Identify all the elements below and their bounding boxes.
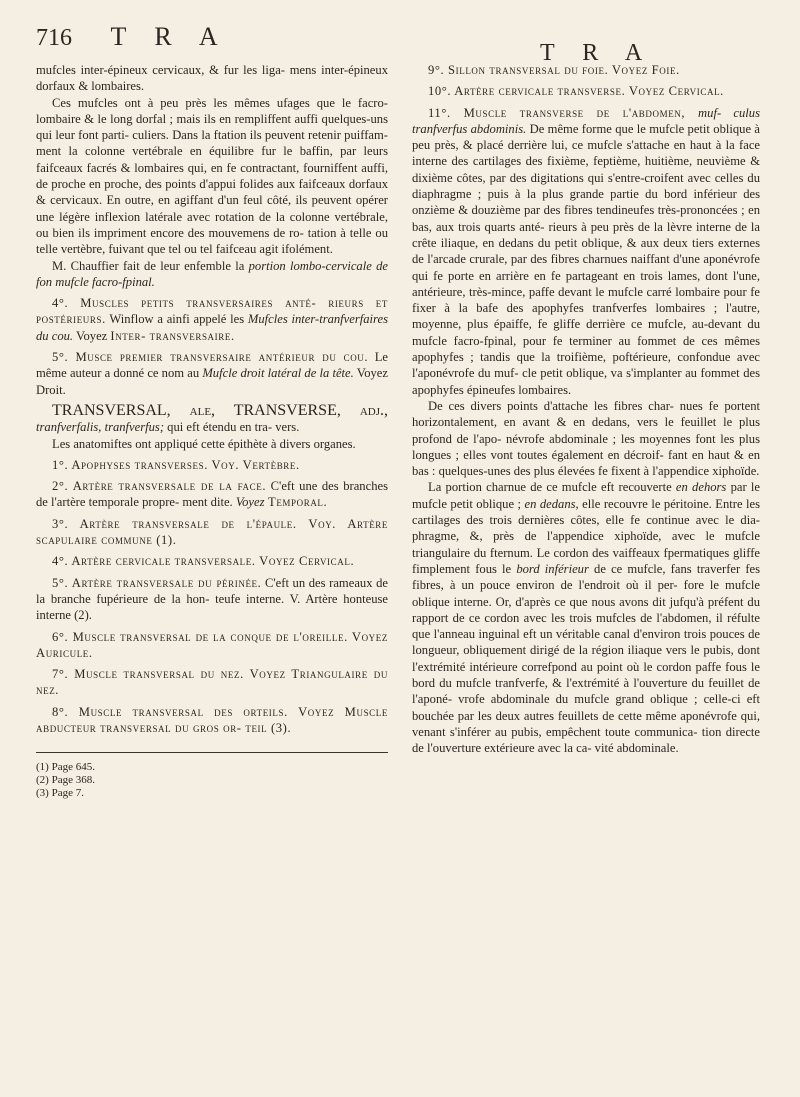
entry-apophyses: 1°. Apophyses transverses. Voy. Vertèbre. [52, 457, 300, 472]
footnote-rule [36, 752, 388, 753]
paragraph: Ces mufcles ont à peu près les mêmes ufages que le facro-lombaire & le long dorfal ; mais ils en rempliffent auffi quelques-uns qui leur font parti- culiers. Dans la ftation ils peuvent retenir puiffam- ment la colonne vertébrale en équilibre fur le baffin, par leurs faifceaux facrés & lombaires qui, en fe contractant, fourniffent auffi, de proche en proche, des points d'appui folides aux faifceaux dorfaux & cervicaux. En outre, en agiffant d'un feul côté, ils peuvent opérer une légère inflexion latérale avec rotation de la colonne vertébrale, ou bien ils impriment encore des mouvemens de ro- tation à telle ou telle vertèbre, fuivant que tel ou tel faifceau agit ifolément. [36, 95, 388, 257]
running-header-left [36, 22, 229, 52]
footnote: (3) Page 7. [36, 787, 84, 800]
entry-artere-epaule: 3°. Artère transversale de l'épaule. Voy. Artère scapulaire commune (1). [36, 516, 388, 548]
entry-muscle-conque: 6°. Muscle transversal de la conque de l'oreille. Voyez Auricule. [36, 629, 388, 660]
paragraph: Les anatomiftes ont appliqué cette épithète à divers organes. [52, 436, 356, 451]
entry-sillon-foie: 9°. Sillon transversal du foie. Voyez Foie. [428, 63, 680, 77]
entry-muscle-nez: 7°. Muscle transversal du nez. Voyez Triangulaire du nez. [36, 667, 388, 698]
running-title-left: T R A [110, 22, 229, 51]
entry-artere-perinee: 5°. Artère transversale du périnée. C'eft un des rameaux de la branche fupérieure de la hon- teufe interne. V. Artère honteuse interne (2). [36, 575, 388, 623]
entry-muscle-orteils: 8°. Muscle transversal des orteils. Voyez Muscle abducteur transversal du gros or- teil (3). [36, 704, 388, 735]
entry-artere-cervicale-transverse: 10°. Artère cervicale transverse. Voyez Cervical. [428, 84, 724, 99]
headword-transversal: TRANSVERSAL, ale, TRANSVERSE, adj., tranfverfalis, tranfverfus; qui eft étendu en tra- vers. [36, 401, 388, 435]
entry-artere-cervicale: 4°. Artère cervicale transversale. Voyez Cervical. [52, 554, 355, 569]
paragraph: mufcles inter-épineux cervicaux, & fur les liga- mens inter-épineux dorfaux & lombaires. [36, 63, 388, 94]
footnote: (2) Page 368. [36, 774, 95, 787]
entry-muscle-transverse-abdomen: 11°. Muscle transverse de l'abdomen, muf- culus tranfverfus abdominis. De même forme que le mufcle petit oblique à peu près, & placé derrière lui, ce mufcle s'attache en haut à la face interne des cartilages des fixième, feptième, huitième, neuvième & dixième côtes, par des digitations qui s'entre-croifent avec celles du diaphragme ; puis à la plus grande partie du bord inférieur des onzième & douzième par des fibres tendineufes très-prononcées ; en bas, aux trois quarts anté- rieurs à peu près de la lèvre interne de la crête iliaque, en dedans du petit oblique, & aux deux tiers externes de l'arcade crurale, par des fibres charnues naiffant d'une aponévrofe qui fe porte en arrière en fe partageant en trois lames, dont l'une, antérieure, très-mince, paffe devant le mufcle carré lombaire pour fe fixer à la bafe des apophyfes tranfverfes lombaires ; l'autre, moyenne, plus épaiffe, fe gliffe derrière ce mufcle, au-devant du mufcle facro-fpinal, pour fe terminer au fommet de ces mêmes apophyfes ; tandis que la troifième, poftérieure, confondue avec l'aponévrofe du muf- cle petit oblique, va s'implanter au fommet des apophyfes épineufes lombaires. [412, 105, 760, 397]
paragraph: M. Chauffier fait de leur enfemble la portion lombo-cervicale de fon mufcle facro-fpinal. [36, 258, 388, 289]
entry-muscle-premier-transversaire: 5°. Musce premier transversaire antérieur du cou. Le même auteur a donné ce nom au Mufcle droit latéral de la tête. Voyez Droit. [36, 350, 388, 397]
paragraph: De ces divers points d'attache les fibres char- nues fe portent horizontalement, en avant & en dedans, vers le feuillet le plus profond de l'apo- névrofe abdominale ; les moyennes font les plus longues ; elles vont toutes également en décroif- fant en haut & en bas : quelques-unes des plus élevées fe fixent à l'appendice xiphoïde. [412, 398, 760, 479]
page-number: 716 [36, 25, 72, 51]
left-column [36, 62, 388, 800]
entry-muscles-petits-transversaires: 4°. Muscles petits transversaires anté- rieurs et postérieurs. Winflow a ainfi appelé les Mufcles inter-tranfverfaires du cou. Voyez Inter- transversaire. [36, 296, 388, 343]
paragraph: La portion charnue de ce mufcle eft recouverte en dehors par le mufcle petit oblique ; en dedans, elle recouvre le péritoine. Entre les cartilages des trois dernières côtes, elle fe continue avec le dia- phragme, &, près de l'appendice xiphoïde, avec le mufcle triangulaire du fternum. Le cordon des vaiffeaux fpermatiques gliffe fimplement fous le bord inférieur de ce mufcle, fans traverfer fes fibres, à un pouce environ de l'endroit où il per- fore le mufcle oblique interne. Or, d'après ce que nous avons dit jufqu'à préfent du rapport de ce cordon avec les trois mufcles de l'abdomen, il réfulte que l'anneau inguinal eft un véritable canal d'environ trois pouces de longueur, obliquement dirigé de la région iliaque vers le pubis, dont l'extrémité intérieure correfpond au point où le cordon paffe fous le bord du mufcle tranfverfe, & l'extrémité à l'ouverture du feuillet de l'aponé- vrofe abdominale du mufcle grand oblique ; celle-ci eft bouchée par les deux autres feuillets de cette même aponévrofe qui, venant s'inférer au pubis, empêchent toute communica- tion directe de l'ouverture extérieure avec la ca- vité abdominale. [412, 480, 761, 756]
footnote: (1) Page 645. [36, 761, 95, 774]
entry-artere-face: 2°. Artère transversale de la face. C'eft une des branches de l'artère temporale propre- ment dite. Voyez Temporal. [36, 479, 388, 510]
running-title-right: T R A [540, 40, 654, 66]
right-column [412, 62, 760, 756]
